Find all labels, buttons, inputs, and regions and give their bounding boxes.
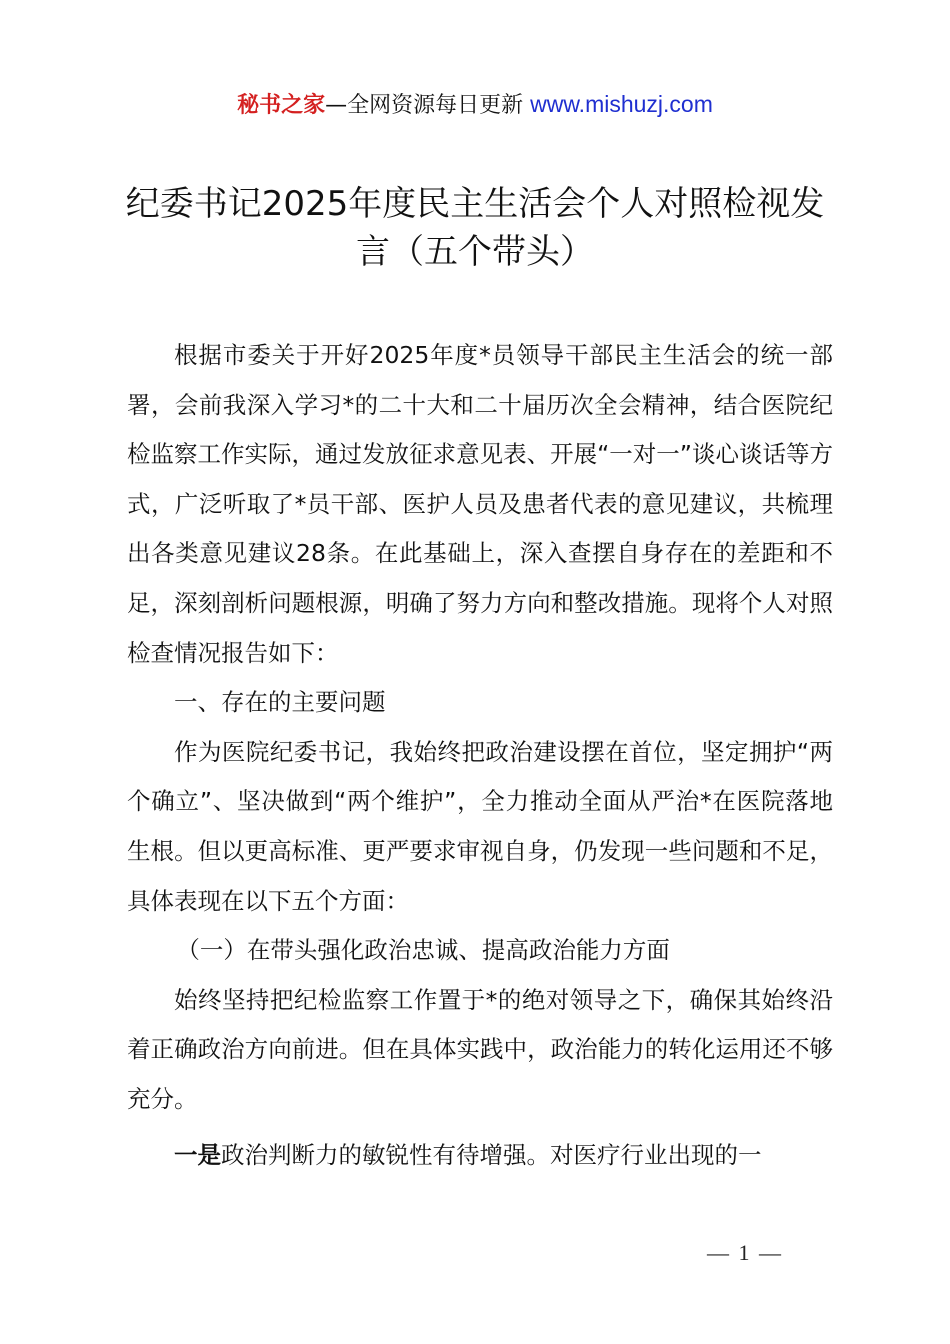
section-heading-1: 一、存在的主要问题: [174, 688, 386, 717]
paragraph-political-loyalty: 始终坚持把纪检监察工作置于*的绝对领导之下，确保其始终沿着正确政治方向前进。但在具体实践中，政治能力的转化运用还不够充分。: [127, 985, 833, 1113]
point-lead-label: 一是: [174, 1140, 221, 1169]
site-url-link[interactable]: www.mishuzj.com: [530, 91, 713, 117]
site-brand-name: 秘书之家: [237, 93, 326, 118]
paragraph-intro: 根据市委关于开好2025年度*员领导干部民主生活会的统一部署，会前我深入学习*的二十大和二十届历次全会精神，结合医院纪检监察工作实际，通过发放征求意见表、开展“一对一”谈心谈话等方式，广泛听取了*员干部、医护人员及患者代表的意见建议，共梳理出各类意见建议28条。在此基础上，深入查摆自身存在的差距和不足，深刻剖析问题根源，明确了努力方向和整改措施。现将个人对照检查情况报告如下：: [127, 341, 833, 667]
site-slogan: —全网资源每日更新: [325, 93, 531, 118]
page-number: — 1 —: [707, 1240, 783, 1265]
paragraph-overview: 作为医院纪委书记，我始终把政治建设摆在首位，坚定拥护“两个确立”、坚决做到“两个维护”，全力推动全面从严治*在医院落地生根。但以更高标准、更严要求审视自身，仍发现一些问题和不足，具体表现在以下五个方面：: [127, 737, 833, 915]
site-watermark-header: [0, 88, 950, 122]
document-body: [127, 331, 833, 1180]
paragraph-point-one: [127, 1131, 833, 1181]
subsection-heading-1: （一）在带头强化政治忠诚、提高政治能力方面: [176, 936, 670, 965]
point-one-text: 政治判断力的敏锐性有待增强。对医疗行业出现的一: [221, 1140, 762, 1169]
document-title: 纪委书记2025年度民主生活会个人对照检视发言（五个带头）: [125, 184, 825, 272]
